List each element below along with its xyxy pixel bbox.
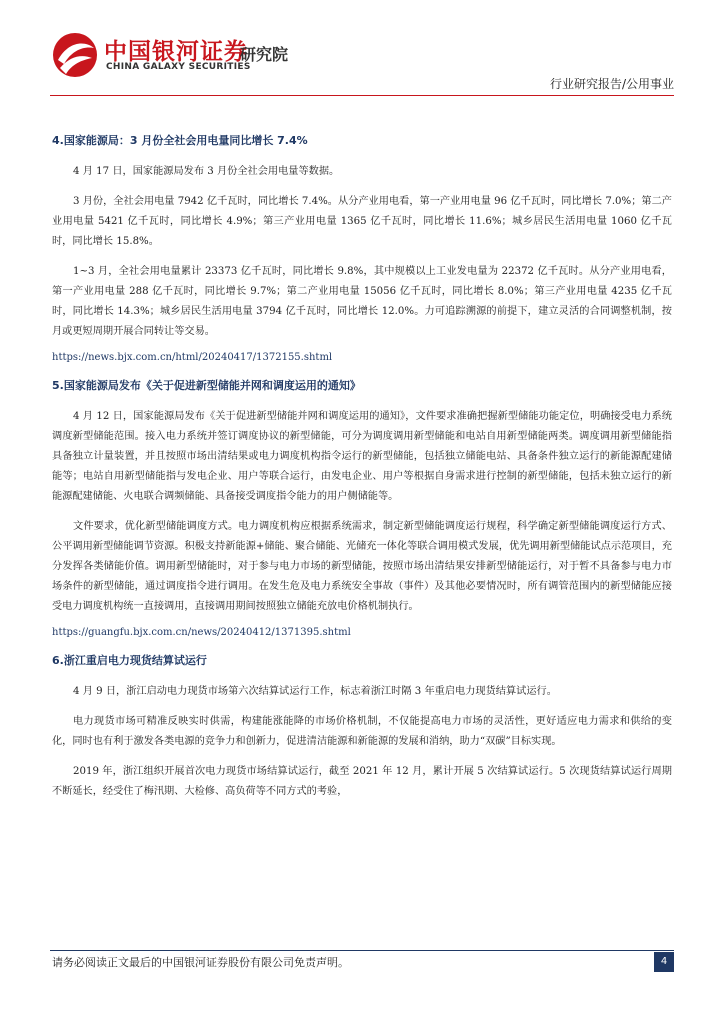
paragraph: 4 月 17 日，国家能源局发布 3 月份全社会用电量等数据。: [73, 166, 340, 177]
footer-disclaimer: 请务必阅读正文最后的中国银河证券股份有限公司免责声明。: [52, 956, 349, 969]
report-category: 行业研究报告/公用事业: [549, 77, 674, 91]
galaxy-logo-icon: [50, 30, 100, 80]
logo-chinese-name: 中国银河证券: [104, 39, 248, 65]
paragraph: 3 月份，全社会用电量 7942 亿千瓦时，同比增长 7.4%。从分产业用电看，第一产业用电量 96 亿千瓦时，同比增长 7.0%；第二产业用电量 5421 亿千瓦时，同比增长 4.9%；第三产业用电量 1365 亿千瓦时，同比增长 11.6%；城乡居民生活用电量 1060 亿千瓦时，同比增长 15.8%。: [52, 196, 672, 247]
header-divider: [50, 95, 674, 96]
section-title: 5.国家能源局发布《关于促进新型储能并网和调度运用的通知》: [52, 379, 361, 392]
section-title: 4.国家能源局：3 月份全社会用电量同比增长 7.4%: [52, 134, 308, 147]
section-4: [52, 132, 672, 363]
page-header: [0, 0, 724, 100]
report-body: [52, 132, 672, 812]
paragraph: 4 月 9 日，浙江启动电力现货市场第六次结算试运行工作，标志着浙江时隔 3 年重启电力现货结算试运行。: [73, 686, 557, 697]
section-6: [52, 652, 672, 802]
section-5: [52, 377, 672, 638]
paragraph: 2019 年，浙江组织开展首次电力现货市场结算试运行，截至 2021 年 12 月，累计开展 5 次结算试运行。5 次现货结算试运行周期不断延长，经受住了梅汛期、大检修、高负荷等不同方式的考验，: [52, 766, 672, 797]
paragraph: 4 月 12 日，国家能源局发布《关于促进新型储能并网和调度运用的通知》，文件要求准确把握新型储能功能定位，明确接受电力系统调度新型储能范围。接入电力系统并签订调度协议的新型储能，可分为调度调用新型储能和电站自用新型储能两类。调度调用新型储能指具备独立计量装置，并且按照市场出清结果或电力调度机构指令运行的新型储能，包括独立储能电站、具备条件独立运行的新能源配建储能等；电站自用新型储能指与发电企业、用户等联合运行，由发电企业、用户等根据自身需求进行控制的新型储能，包括未独立运行的新能源配建储能、火电联合调频储能、具备接受调度指令能力的用户侧储能等。: [52, 411, 672, 502]
logo-english-name: CHINA GALAXY SECURITIES: [106, 62, 251, 72]
source-link[interactable]: https://news.bjx.com.cn/html/20240417/1372155.shtml: [52, 352, 333, 363]
paragraph: 电力现货市场可精准反映实时供需，构建能涨能降的市场价格机制，不仅能提高电力市场的灵活性，更好适应电力需求和供给的变化，同时也有利于激发各类电源的竞争力和创新力，促进清洁能源和新能源的发展和消纳，助力“双碳”目标实现。: [52, 716, 672, 747]
logo-institute: 研究院: [240, 45, 289, 64]
page-number: 4: [654, 952, 674, 972]
footer-divider: [50, 950, 674, 951]
paragraph: 文件要求，优化新型储能调度方式。电力调度机构应根据系统需求，制定新型储能调度运行规程，科学确定新型储能调度运行方式、公平调用新型储能调节资源。积极支持新能源+储能、聚合储能、光储充一体化等联合调用模式发展，优先调用新型储能试点示范项目，充分发挥各类储能价值。调用新型储能时，对于参与电力市场的新型储能，按照市场出清结果安排新型储能运行，对于暂不具备参与电力市场条件的新型储能，通过调度指令进行调用。在发生危及电力系统安全事故（事件）及其他必要情况时，所有调管范围内的新型储能应接受电力调度机构统一直接调用，直接调用期间按照独立储能充放电价格机制执行。: [52, 521, 672, 612]
source-link[interactable]: https://guangfu.bjx.com.cn/news/20240412/1371395.shtml: [52, 627, 351, 638]
section-title: 6.浙江重启电力现货结算试运行: [52, 654, 207, 667]
paragraph: 1~3 月，全社会用电量累计 23373 亿千瓦时，同比增长 9.8%，其中规模以上工业发电量为 22372 亿千瓦时。从分产业用电看，第一产业用电量 288 亿千瓦时，同比增长 9.7%；第二产业用电量 15056 亿千瓦时，同比增长 8.0%；第三产业用电量 4235 亿千瓦时，同比增长 14.3%；城乡居民生活用电量 3794 亿千瓦时，同比增长 12.0%。力可追踪溯源的前提下，建立灵活的合同调整机制，按月或更短周期开展合同转让等交易。: [52, 266, 672, 337]
